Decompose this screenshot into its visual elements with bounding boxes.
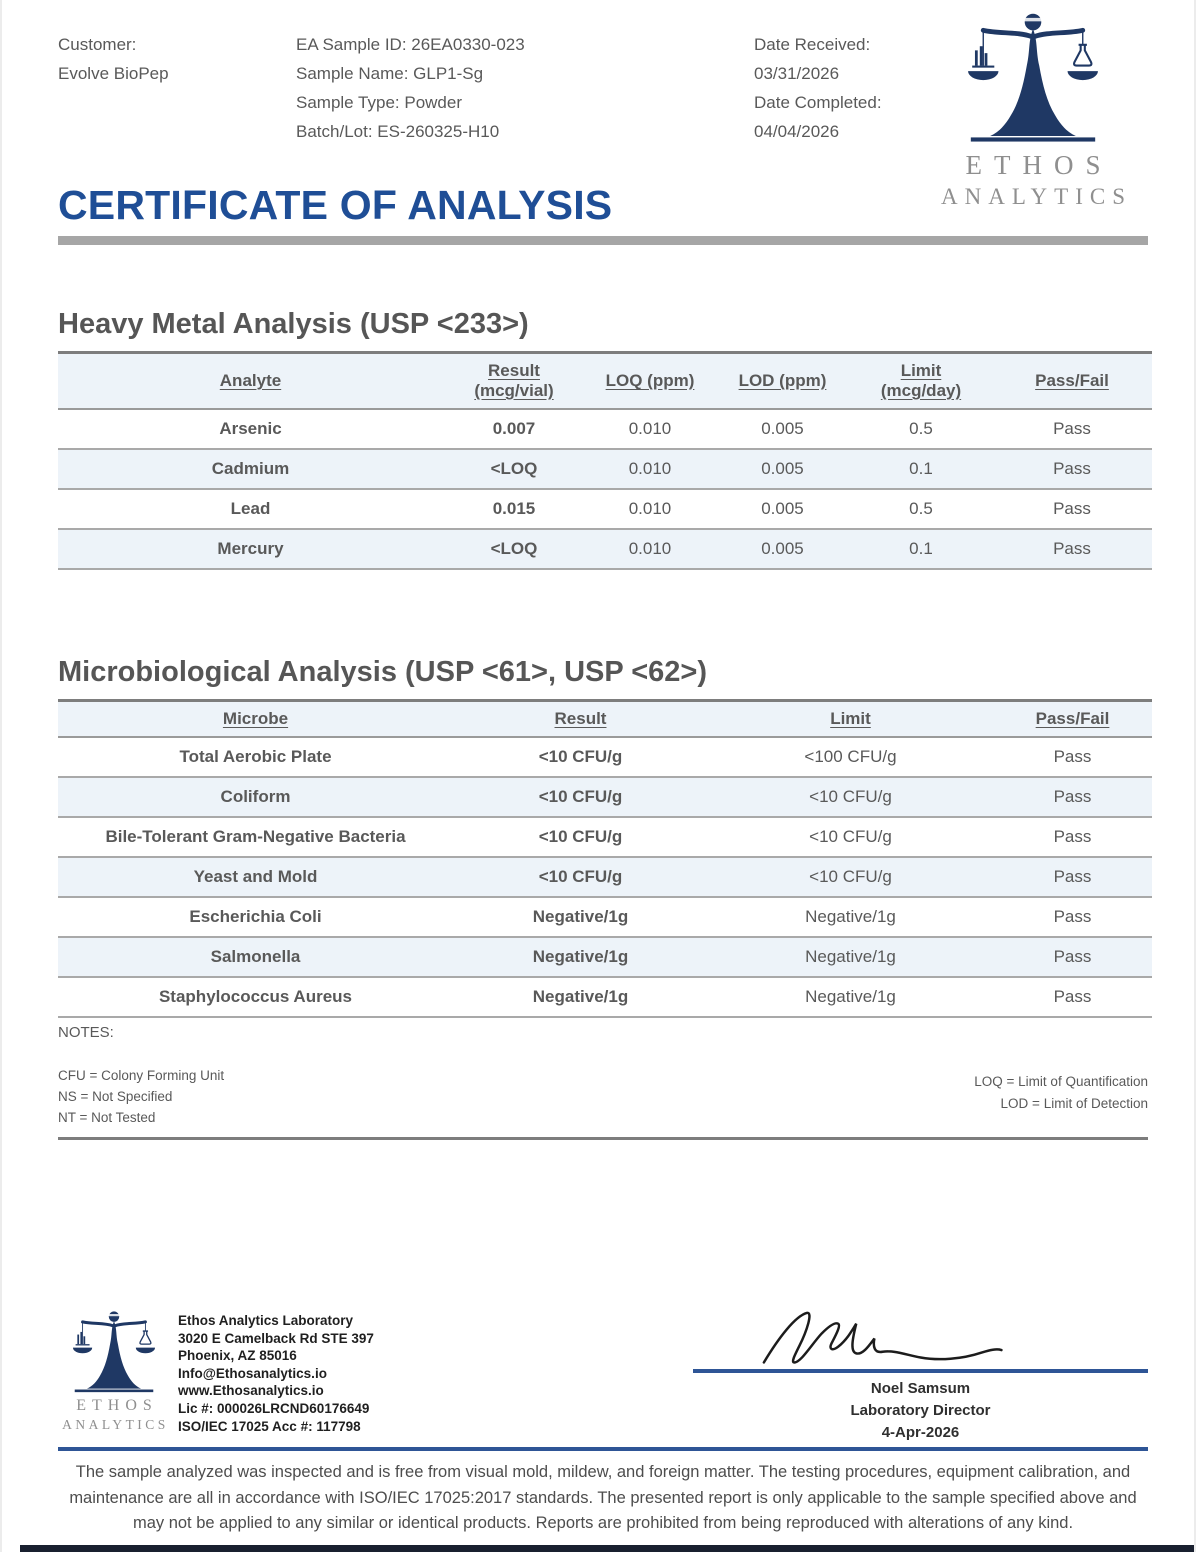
lab-city: Phoenix, AZ 85016 [178,1348,297,1364]
cell-microbe: Bile-Tolerant Gram-Negative Bacteria [58,817,453,857]
col-microbe: Microbe [58,701,453,738]
document-footer [58,1308,1148,1444]
table-row [58,937,1152,977]
cell-result: <10 CFU/g [453,857,708,897]
cell-limit: <100 CFU/g [708,737,993,777]
cell-result: 0.007 [443,409,585,449]
signature-date: 4-Apr-2026 [881,1424,960,1441]
table-row [58,897,1152,937]
cell-passfail: Pass [993,817,1152,857]
page-title: CERTIFICATE OF ANALYSIS [58,182,613,228]
cell-result: 0.015 [443,489,585,529]
cell-passfail: Pass [992,409,1152,449]
cell-limit: 0.5 [850,409,992,449]
heavy-metal-heading: Heavy Metal Analysis (USP <233>) [58,308,529,340]
notes-definitions [974,1071,1148,1128]
ethos-logo [908,8,1158,210]
cell-analyte: Cadmium [58,449,443,489]
sample-block [296,30,754,146]
sample-type-line: Sample Type: Powder [296,93,462,112]
cell-microbe: Escherichia Coli [58,897,453,937]
cell-limit: Negative/1g [708,977,993,1017]
microbiological-section [58,656,1148,1018]
footer-logo-wordmark-analytics: ANALYTICS [62,1417,169,1432]
col-lod: LOD (ppm) [715,353,850,410]
lab-email: Info@Ethosanalytics.io [178,1365,327,1381]
sample-id-line: EA Sample ID: 26EA0330-023 [296,35,525,54]
cell-analyte: Lead [58,489,443,529]
notes-block [58,1065,1148,1128]
date-received-value: 03/31/2026 [754,64,840,83]
cell-lod: 0.005 [715,489,850,529]
note-lod: LOD = Limit of Detection [1000,1096,1148,1111]
cell-lod: 0.005 [715,449,850,489]
cell-passfail: Pass [993,937,1152,977]
cell-result: <LOQ [443,449,585,489]
cell-limit: <10 CFU/g [708,857,993,897]
cell-result: Negative/1g [453,897,708,937]
micro-header-row [58,701,1152,738]
footer-logo-wordmark-ethos: ETHOS [76,1397,158,1414]
lab-name: Ethos Analytics Laboratory [178,1313,354,1328]
cell-passfail: Pass [993,897,1152,937]
cell-limit: 0.1 [850,529,992,569]
lab-contact-block [58,1308,374,1444]
lab-iso: ISO/IEC 17025 Acc #: 117798 [178,1418,361,1434]
heavy-metal-section [58,308,1148,570]
cell-limit: Negative/1g [708,897,993,937]
batch-lot-line: Batch/Lot: ES-260325-H10 [296,122,500,141]
cell-microbe: Salmonella [58,937,453,977]
table-row [58,977,1152,1017]
footer-ethos-logo [58,1308,170,1444]
cell-limit: 0.1 [850,449,992,489]
cell-loq: 0.010 [585,449,715,489]
signature-icon [721,1308,1041,1374]
signer-name: Noel Samsum [870,1380,971,1397]
heavy-metal-header-row [58,353,1152,410]
sample-name-line: Sample Name: GLP1-Sg [296,64,484,83]
cell-passfail: Pass [992,449,1152,489]
col-analyte: Analyte [58,353,443,410]
cell-limit: <10 CFU/g [708,817,993,857]
table-row [58,817,1152,857]
table-row [58,857,1152,897]
cell-lod: 0.005 [715,529,850,569]
note-nt: NT = Not Tested [58,1110,156,1125]
col-passfail: Pass/Fail [992,353,1152,410]
notes-abbreviations [58,1065,224,1128]
cell-passfail: Pass [993,977,1152,1017]
date-completed-value: 04/04/2026 [754,122,840,141]
cell-analyte: Mercury [58,529,443,569]
cell-loq: 0.010 [585,529,715,569]
disclaimer-text: The sample analyzed was inspected and is free from visual mold, mildew, and foreign matter. The testing procedures, equipment calibration, and maintenance are all in accordance with ISO/IEC 17025:2017 standards. The presented report is only applicable to the sample specified above and may not be applied to any similar or identical products. Reports are prohibited from being reproduced with alterations of any kind. [69,1463,1137,1533]
bottom-page-bar [20,1545,1194,1552]
logo-wordmark-ethos: ETHOS [965,150,1113,180]
col-loq: LOQ (ppm) [585,353,715,410]
cell-loq: 0.010 [585,409,715,449]
table-row [58,529,1152,569]
cell-result: <LOQ [443,529,585,569]
cell-passfail: Pass [992,529,1152,569]
lady-justice-icon [66,1308,162,1396]
cell-passfail: Pass [993,737,1152,777]
cell-microbe: Total Aerobic Plate [58,737,453,777]
lab-info [178,1312,374,1444]
note-loq: LOQ = Limit of Quantification [974,1074,1148,1089]
cell-result: Negative/1g [453,937,708,977]
cell-passfail: Pass [992,489,1152,529]
cell-limit: 0.5 [850,489,992,529]
col-result: Result (mcg/vial) [443,353,585,410]
table-row [58,409,1152,449]
signature-block [693,1308,1148,1444]
lab-street: 3020 E Camelback Rd STE 397 [178,1330,374,1346]
col-result: Result [453,701,708,738]
table-row [58,489,1152,529]
col-limit: Limit [708,701,993,738]
cell-limit: Negative/1g [708,937,993,977]
col-limit: Limit (mcg/day) [850,353,992,410]
cell-loq: 0.010 [585,489,715,529]
lady-justice-icon [957,8,1109,148]
cell-lod: 0.005 [715,409,850,449]
cell-microbe: Yeast and Mold [58,857,453,897]
lab-website: www.Ethosanalytics.io [178,1383,324,1399]
title-divider-bar [58,236,1148,245]
notes-label: NOTES: [58,1024,114,1041]
customer-name: Evolve BioPep [58,64,169,83]
logo-wordmark-analytics: ANALYTICS [940,184,1133,209]
cell-passfail: Pass [993,777,1152,817]
note-ns: NS = Not Specified [58,1089,173,1104]
customer-label: Customer: [58,35,137,54]
cell-result: <10 CFU/g [453,817,708,857]
cell-limit: <10 CFU/g [708,777,993,817]
heavy-metal-table [58,351,1152,570]
microbiological-heading: Microbiological Analysis (USP <61>, USP <62>) [58,656,708,688]
table-row [58,777,1152,817]
microbiological-table [58,699,1152,1018]
table-row [58,737,1152,777]
lab-license: Lic #: 000026LRCND60176649 [178,1400,370,1416]
footer-divider-line [58,1447,1148,1451]
cell-analyte: Arsenic [58,409,443,449]
note-cfu: CFU = Colony Forming Unit [58,1068,225,1083]
cell-microbe: Coliform [58,777,453,817]
customer-block [58,30,296,146]
cell-result: <10 CFU/g [453,737,708,777]
cell-passfail: Pass [993,857,1152,897]
cell-result: Negative/1g [453,977,708,1017]
date-completed-label: Date Completed: [754,93,882,112]
col-passfail: Pass/Fail [993,701,1152,738]
cell-result: <10 CFU/g [453,777,708,817]
date-received-label: Date Received: [754,35,871,54]
notes-divider [58,1137,1148,1140]
table-row [58,449,1152,489]
cell-microbe: Staphylococcus Aureus [58,977,453,1017]
signer-title: Laboratory Director [850,1402,991,1419]
